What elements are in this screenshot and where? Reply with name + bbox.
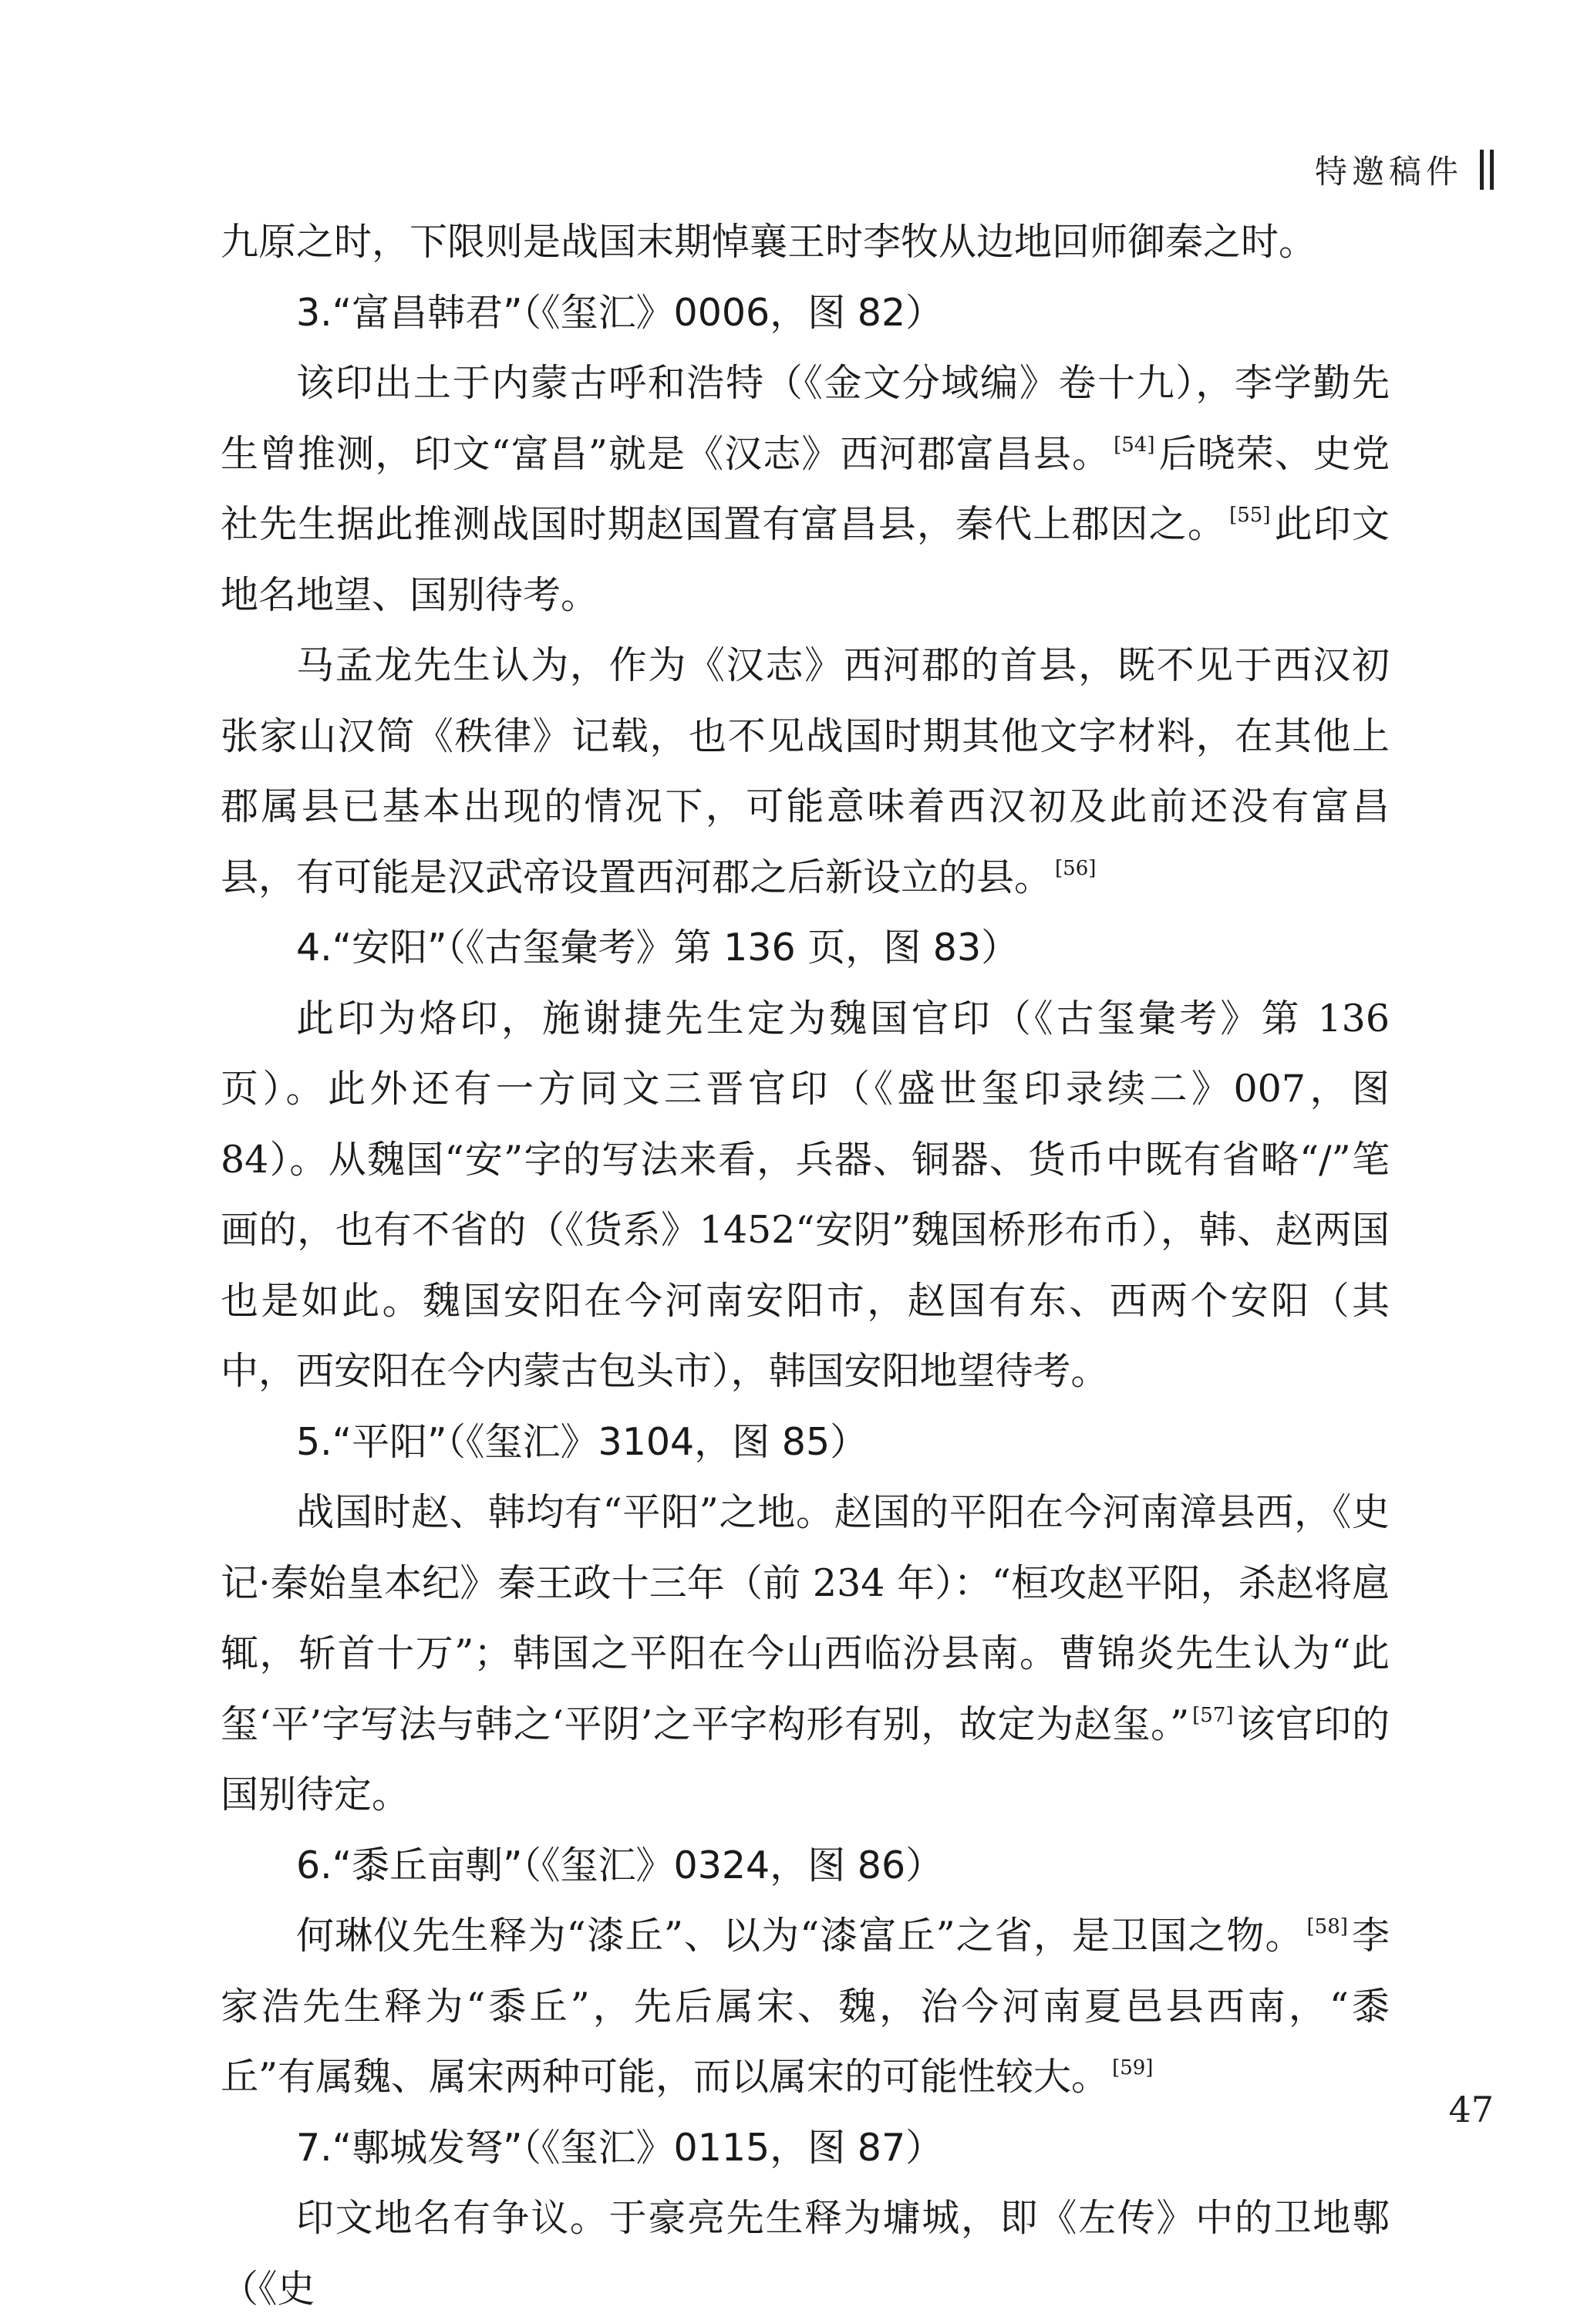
paragraph-text: 李家浩先生释为“黍丘”，先后属宋、魏，治今河南夏邑县西南，“黍丘”有属魏、属宋两种可能，而以属宋的可能性较大。 <box>221 1914 1390 2099</box>
footnote-ref: [59] <box>1112 2056 1154 2079</box>
paragraph <box>221 1477 1390 1830</box>
footnote-ref: [56] <box>1055 856 1097 880</box>
body-text <box>221 207 1390 2324</box>
footnote-ref: [57] <box>1192 1703 1234 1727</box>
section-heading: 7.“鄟城发弩”（《玺汇》0115，图 87） <box>296 2125 944 2170</box>
section-heading: 5.“平阳”（《玺汇》3104，图 85） <box>296 1419 868 1464</box>
footnote-ref: [55] <box>1229 504 1271 527</box>
running-header <box>1315 147 1494 193</box>
page-number: 47 <box>1448 2089 1494 2130</box>
paragraph-text: 该印出土于内蒙古呼和浩特（《金文分域编》卷十九），李学勤先生曾推测，印文“富昌”就是《汉志》西河郡富昌县。 <box>221 361 1390 476</box>
section-heading: 6.“黍丘亩剸”（《玺汇》0324，图 86） <box>296 1843 944 1887</box>
paragraph-text: 该官印的国别待定。 <box>221 1702 1390 1816</box>
paragraph-text: 何琳仪先生释为“漆丘”、以为“漆富丘”之省，是卫国之物。 <box>296 1914 1304 1958</box>
section-heading: 3.“富昌韩君”（《玺汇》0006，图 82） <box>296 290 944 335</box>
section-heading: 4.“安阳”（《古玺彙考》第 136 页，图 83） <box>296 926 1019 970</box>
paragraph <box>221 630 1390 912</box>
paragraph: 印文地名有争议。于豪亮先生释为墉城，即《左传》中的卫地鄟（《史 <box>221 2196 1390 2311</box>
header-title: 特邀稿件 <box>1314 153 1463 191</box>
paragraph: 此印为烙印，施谢捷先生定为魏国官印（《古玺彙考》第 136 页）。此外还有一方同文三晋官印（《盛世玺印录续二》007，图 84）。从魏国“安”字的写法来看，兵器、铜器、货币中既有省略“/”笔画的，也有不省的（《货系》1452“安阴”魏国桥形布币），韩、赵两国也是如此。魏国安阳在今河南安阳市，赵国有东、西两个安阳（其中，西安阳在今内蒙古包头市），韩国安阳地望待考。 <box>221 996 1390 1393</box>
paragraph: 九原之时，下限则是战国末期悼襄王时李牧从边地回师御秦之时。 <box>221 220 1317 264</box>
paragraph-text: 战国时赵、韩均有“平阳”之地。赵国的平阳在今河南漳县西，《史记·秦始皇本纪》秦王政十三年（前 234 年）：“桓攻赵平阳，杀赵将扈辄，斩首十万”；韩国之平阳在今山西临汾县南。曹锦炎先生认为“此玺‘平’字写法与韩之‘平阴’之平字构形有别，故定为赵玺。” <box>221 1490 1390 1746</box>
paragraph-text: 后晓荣、史党社先生据此推测战国时期赵国置有富昌县，秦代上郡因之。 <box>221 431 1390 546</box>
paragraph-text: 马孟龙先生认为，作为《汉志》西河郡的首县，既不见于西汉初张家山汉简《秩律》记载，也不见战国时期其他文字材料，在其他上郡属县已基本出现的情况下，可能意味着西汉初及此前还没有富昌县，有可能是汉武帝设置西河郡之后新设立的县。 <box>221 643 1390 899</box>
footnote-ref: [54] <box>1114 433 1155 457</box>
header-rule-decoration <box>1480 150 1484 190</box>
header-rule-decoration <box>1490 150 1494 190</box>
footnote-ref: [58] <box>1306 1915 1348 1938</box>
paragraph-text: 此印文地名地望、国别待考。 <box>221 502 1390 617</box>
paragraph <box>221 348 1390 630</box>
paragraph <box>221 1901 1390 2113</box>
